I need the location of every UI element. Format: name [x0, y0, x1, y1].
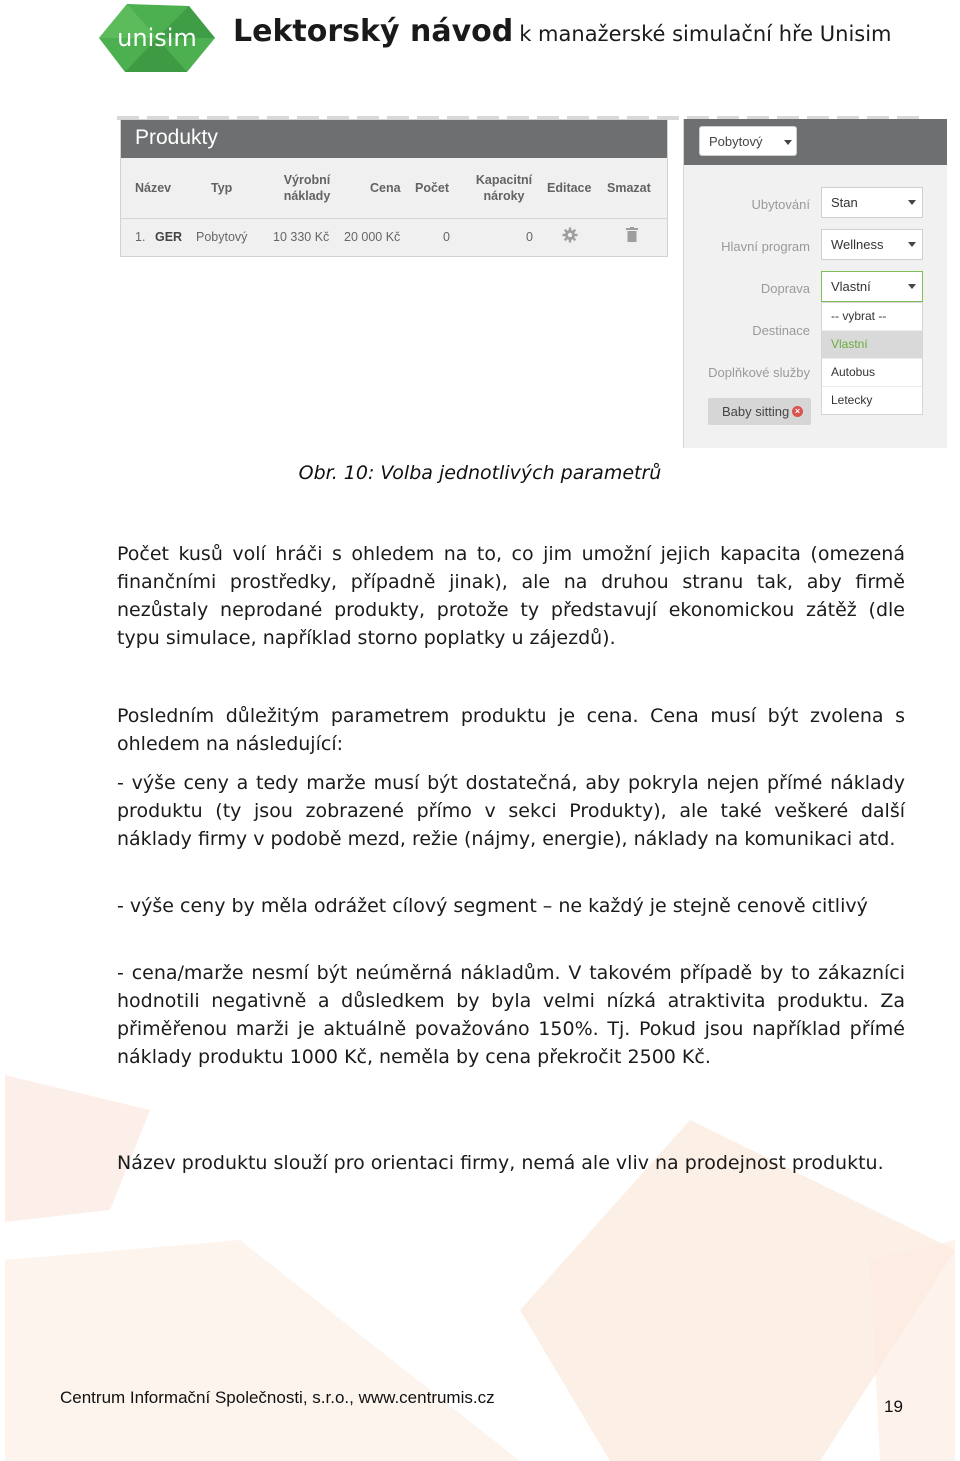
row-index: 1.	[135, 230, 146, 244]
products-column-headers	[121, 158, 667, 219]
col-delete: Smazat	[607, 181, 651, 195]
products-panel	[120, 119, 668, 257]
col-name: Název	[135, 181, 172, 195]
label-accommodation: Ubytování	[751, 197, 810, 212]
gear-icon[interactable]	[562, 227, 578, 247]
accommodation-value: Stan	[831, 195, 858, 210]
figure-screenshot	[117, 116, 947, 448]
settings-header	[684, 119, 947, 165]
remove-icon[interactable]: ×	[792, 406, 803, 417]
figure-caption: Obr. 10: Volba jednotlivých parametrů	[298, 462, 662, 484]
trash-icon[interactable]	[626, 227, 638, 246]
page-number: 19	[884, 1397, 903, 1416]
document-header	[233, 14, 892, 49]
label-extra-services: Doplňkové služby	[708, 365, 810, 380]
header-title-light: k manažerské simulační hře Unisim	[519, 22, 892, 46]
col-type: Typ	[211, 181, 233, 195]
tag-label: Baby sitting	[722, 404, 790, 419]
dropdown-option[interactable]: Letecky	[831, 393, 873, 407]
transport-value: Vlastní	[831, 279, 871, 294]
row-cost: 10 330 Kč	[273, 230, 330, 244]
paragraph-bullet-ratio: - cena/marže nesmí být neúměrná nákladům. V takovém případě by to zákazníci hodnotili negativně a důsledkem by byla velmi nízká atraktivita produktu. Za přiměřenou marži je aktuálně považováno 150%. Tj. Pokud jsou například přímé náklady produktu 1000 Kč, neměla by cena překročit 2500 Kč.	[117, 962, 905, 1068]
footer-company: Centrum Informační Společnosti, s.r.o., www.centrumis.cz	[60, 1388, 495, 1407]
row-count: 0	[443, 230, 450, 244]
row-capacity: 0	[526, 230, 533, 244]
paragraph-bullet-segment: - výše ceny by měla odrážet cílový segment – ne každý je stejně cenově citlivý	[117, 895, 868, 917]
label-destination: Destinace	[752, 323, 810, 338]
col-count: Počet	[415, 181, 450, 195]
chevron-down-icon	[908, 284, 916, 289]
row-price: 20 000 Kč	[344, 230, 401, 244]
row-name: GER	[155, 230, 183, 244]
product-settings-panel	[683, 119, 947, 448]
label-main-program: Hlavní program	[721, 239, 810, 254]
transport-dropdown	[821, 302, 923, 415]
col-production-cost: Výrobní náklady	[283, 173, 331, 203]
main-program-value: Wellness	[831, 237, 884, 252]
header-title-strong: Lektorský návod	[233, 14, 514, 49]
paragraph-quantity: Počet kusů volí hráči s ohledem na to, co jim umožní jejich kapacita (omezená finančními prostředky, případně jinak), ale na druhou stranu tak, aby firmě nezůstaly neprodané produkty, protože ty představují ekonomickou zátěž (dle typu simulace, například storno poplatky u zájezdů).	[117, 543, 905, 649]
main-program-select[interactable]	[821, 229, 923, 260]
extra-service-tag	[708, 398, 811, 425]
dropdown-option[interactable]: -- vybrat --	[822, 303, 922, 331]
product-type-select[interactable]	[699, 126, 797, 156]
col-capacity: Kapacitní nároky	[475, 173, 533, 203]
row-type: Pobytový	[196, 230, 248, 244]
product-type-value: Pobytový	[709, 134, 763, 149]
label-transport: Doprava	[760, 281, 810, 296]
col-price: Cena	[370, 181, 401, 195]
dropdown-option-selected[interactable]: Vlastní	[822, 331, 922, 359]
accommodation-select[interactable]	[821, 187, 923, 218]
transport-select[interactable]	[821, 271, 923, 302]
dropdown-option[interactable]: Autobus	[822, 359, 922, 387]
products-title: Produkty	[121, 120, 667, 158]
paragraph-price-intro: Posledním důležitým parametrem produktu je cena. Cena musí být zvolena s ohledem na následující:	[117, 705, 905, 755]
chevron-down-icon	[908, 242, 916, 247]
logo-text: unisim	[117, 24, 197, 52]
col-edit: Editace	[547, 181, 592, 195]
table-row[interactable]	[121, 219, 667, 255]
unisim-logo	[97, 2, 217, 74]
chevron-down-icon	[908, 200, 916, 205]
paragraph-product-name: Název produktu slouží pro orientaci firmy, nemá ale vliv na prodejnost produktu.	[117, 1152, 884, 1174]
chevron-down-icon	[784, 140, 792, 145]
paragraph-bullet-margin: - výše ceny a tedy marže musí být dostatečná, aby pokryla nejen přímé náklady produktu (ty jsou zobrazené přímo v sekci Produkty), ale také veškeré další náklady firmy v podobě mezd, režie (nájmy, energie), náklady na komunikaci atd.	[117, 772, 905, 850]
